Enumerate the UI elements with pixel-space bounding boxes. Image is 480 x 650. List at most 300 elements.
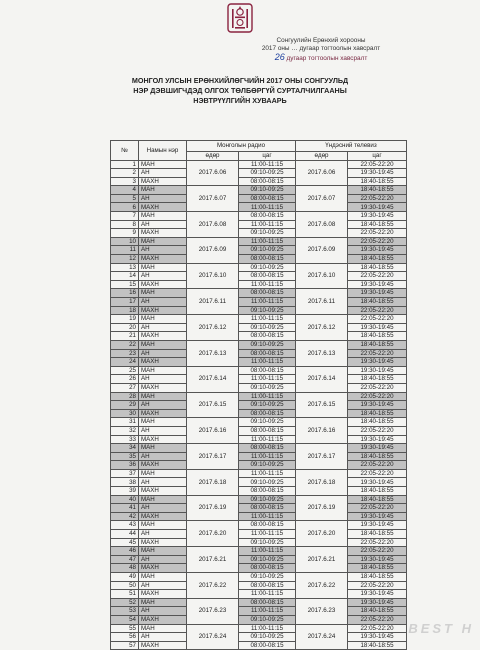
radio-time: 08:00-08:15 xyxy=(239,641,296,650)
radio-date: 2017.6.12 xyxy=(187,315,239,341)
radio-time: 09:10-09:25 xyxy=(239,306,296,315)
table-row xyxy=(111,203,407,212)
party-name: МАН xyxy=(139,469,187,478)
radio-time: 08:00-08:15 xyxy=(239,444,296,453)
party-name: МАН xyxy=(139,573,187,582)
radio-time: 09:10-09:25 xyxy=(239,263,296,272)
party-name: АН xyxy=(139,375,187,384)
tv-time: 22:05-22:20 xyxy=(348,615,407,624)
row-number: 7 xyxy=(111,212,139,221)
tv-time: 22:05-22:20 xyxy=(348,461,407,470)
radio-date: 2017.6.21 xyxy=(187,547,239,573)
table-row xyxy=(111,160,407,169)
tv-time: 18:40-18:55 xyxy=(348,573,407,582)
party-name: МАХН xyxy=(139,229,187,238)
table-row xyxy=(111,263,407,272)
radio-time: 09:10-09:25 xyxy=(239,323,296,332)
party-name: МАХН xyxy=(139,615,187,624)
radio-date: 2017.6.13 xyxy=(187,340,239,366)
party-name: АН xyxy=(139,504,187,513)
row-number: 19 xyxy=(111,315,139,324)
header-radio-time: цаг xyxy=(239,152,296,161)
table-row xyxy=(111,315,407,324)
table-row xyxy=(111,349,407,358)
row-number: 40 xyxy=(111,495,139,504)
radio-time: 08:00-08:15 xyxy=(239,581,296,590)
table-row xyxy=(111,624,407,633)
tv-time: 19:30-19:45 xyxy=(348,444,407,453)
party-name: АН xyxy=(139,581,187,590)
radio-time: 08:00-08:15 xyxy=(239,487,296,496)
row-number: 8 xyxy=(111,220,139,229)
radio-date: 2017.6.15 xyxy=(187,392,239,418)
party-name: АН xyxy=(139,555,187,564)
table-row xyxy=(111,272,407,281)
radio-date: 2017.6.22 xyxy=(187,573,239,599)
party-name: МАН xyxy=(139,315,187,324)
radio-time: 09:10-09:25 xyxy=(239,383,296,392)
broadcast-schedule-table xyxy=(110,140,407,650)
table-row xyxy=(111,177,407,186)
tv-time: 22:05-22:20 xyxy=(348,624,407,633)
header-radio-day: өдөр xyxy=(187,152,239,161)
tv-time: 19:30-19:45 xyxy=(348,169,407,178)
tv-time: 18:40-18:55 xyxy=(348,495,407,504)
row-number: 49 xyxy=(111,573,139,582)
tv-time: 22:05-22:20 xyxy=(348,237,407,246)
table-row xyxy=(111,641,407,650)
radio-time: 11:00-11:15 xyxy=(239,315,296,324)
tv-time: 22:05-22:20 xyxy=(348,392,407,401)
table-row xyxy=(111,186,407,195)
row-number: 23 xyxy=(111,349,139,358)
tv-time: 19:30-19:45 xyxy=(348,246,407,255)
tv-date: 2017.6.08 xyxy=(296,212,348,238)
party-name: АН xyxy=(139,452,187,461)
party-name: МАХН xyxy=(139,641,187,650)
tv-time: 18:40-18:55 xyxy=(348,177,407,186)
tv-time: 22:05-22:20 xyxy=(348,306,407,315)
tv-time: 22:05-22:20 xyxy=(348,315,407,324)
resolution-line-3: 26 дугаар тогтоолын хавсралт xyxy=(274,52,368,62)
party-name: МАН xyxy=(139,521,187,530)
table-row xyxy=(111,246,407,255)
party-name: МАН xyxy=(139,392,187,401)
row-number: 13 xyxy=(111,263,139,272)
table-row xyxy=(111,564,407,573)
title-line-1: МОНГОЛ УЛСЫН ЕРӨНХИЙЛӨГЧИЙН 2017 ОНЫ СОНГУУЛЬД xyxy=(131,76,349,85)
radio-time: 11:00-11:15 xyxy=(239,358,296,367)
tv-time: 18:40-18:55 xyxy=(348,255,407,264)
radio-time: 11:00-11:15 xyxy=(239,607,296,616)
row-number: 42 xyxy=(111,512,139,521)
table-row xyxy=(111,375,407,384)
party-name: МАН xyxy=(139,263,187,272)
tv-date: 2017.6.21 xyxy=(296,547,348,573)
table-row xyxy=(111,478,407,487)
table-row xyxy=(111,323,407,332)
party-name: МАХН xyxy=(139,383,187,392)
row-number: 25 xyxy=(111,366,139,375)
tv-time: 22:05-22:20 xyxy=(348,504,407,513)
tv-date: 2017.6.11 xyxy=(296,289,348,315)
resolution-line-2: 2017 оны … дугаар тогтоолын хавсралт xyxy=(261,45,381,52)
row-number: 2 xyxy=(111,169,139,178)
header-party: Намын нэр xyxy=(139,141,187,161)
radio-time: 09:10-09:25 xyxy=(239,615,296,624)
radio-time: 08:00-08:15 xyxy=(239,521,296,530)
row-number: 29 xyxy=(111,401,139,410)
row-number: 35 xyxy=(111,452,139,461)
header-tv: Үндэсний телевиз xyxy=(296,141,407,152)
table-row xyxy=(111,504,407,513)
party-name: МАН xyxy=(139,547,187,556)
title-line-3: НЭВТРҮҮЛГИЙН ХУВААРЬ xyxy=(193,96,287,105)
row-number: 1 xyxy=(111,160,139,169)
schedule-body xyxy=(111,160,407,650)
row-number: 41 xyxy=(111,504,139,513)
tv-time: 18:40-18:55 xyxy=(348,564,407,573)
radio-time: 08:00-08:15 xyxy=(239,272,296,281)
tv-time: 18:40-18:55 xyxy=(348,487,407,496)
row-number: 36 xyxy=(111,461,139,470)
row-number: 21 xyxy=(111,332,139,341)
tv-time: 18:40-18:55 xyxy=(348,186,407,195)
row-number: 51 xyxy=(111,590,139,599)
radio-time: 09:10-09:25 xyxy=(239,340,296,349)
party-name: АН xyxy=(139,530,187,539)
radio-date: 2017.6.16 xyxy=(187,418,239,444)
party-name: МАХН xyxy=(139,255,187,264)
party-name: МАН xyxy=(139,340,187,349)
radio-time: 08:00-08:15 xyxy=(239,598,296,607)
party-name: МАХН xyxy=(139,409,187,418)
party-name: МАН xyxy=(139,186,187,195)
radio-time: 09:10-09:25 xyxy=(239,401,296,410)
row-number: 37 xyxy=(111,469,139,478)
party-name: МАХН xyxy=(139,358,187,367)
tv-date: 2017.6.20 xyxy=(296,521,348,547)
radio-time: 09:10-09:25 xyxy=(239,186,296,195)
table-row xyxy=(111,581,407,590)
radio-time: 11:00-11:15 xyxy=(239,392,296,401)
tv-time: 22:05-22:20 xyxy=(348,349,407,358)
party-name: АН xyxy=(139,272,187,281)
header-radio: Монголын радио xyxy=(187,141,296,152)
table-row xyxy=(111,366,407,375)
row-number: 5 xyxy=(111,194,139,203)
party-name: МАХН xyxy=(139,203,187,212)
row-number: 39 xyxy=(111,487,139,496)
party-name: АН xyxy=(139,426,187,435)
tv-time: 18:40-18:55 xyxy=(348,332,407,341)
tv-time: 18:40-18:55 xyxy=(348,220,407,229)
party-name: МАН xyxy=(139,418,187,427)
party-name: АН xyxy=(139,349,187,358)
row-number: 6 xyxy=(111,203,139,212)
tv-date: 2017.6.12 xyxy=(296,315,348,341)
table-row xyxy=(111,255,407,264)
table-row xyxy=(111,306,407,315)
radio-time: 08:00-08:15 xyxy=(239,177,296,186)
party-name: АН xyxy=(139,401,187,410)
table-row xyxy=(111,298,407,307)
radio-time: 09:10-09:25 xyxy=(239,633,296,642)
party-name: МАХН xyxy=(139,590,187,599)
tv-date: 2017.6.10 xyxy=(296,263,348,289)
row-number: 14 xyxy=(111,272,139,281)
table-row xyxy=(111,194,407,203)
table-row xyxy=(111,444,407,453)
row-number: 26 xyxy=(111,375,139,384)
tv-time: 18:40-18:55 xyxy=(348,298,407,307)
table-row xyxy=(111,469,407,478)
radio-time: 08:00-08:15 xyxy=(239,426,296,435)
radio-time: 11:00-11:15 xyxy=(239,590,296,599)
radio-time: 09:10-09:25 xyxy=(239,555,296,564)
header-number: № xyxy=(111,141,139,161)
tv-date: 2017.6.23 xyxy=(296,598,348,624)
tv-time: 19:30-19:45 xyxy=(348,289,407,298)
tv-time: 19:30-19:45 xyxy=(348,512,407,521)
tv-date: 2017.6.22 xyxy=(296,573,348,599)
radio-time: 09:10-09:25 xyxy=(239,461,296,470)
table-row xyxy=(111,512,407,521)
row-number: 11 xyxy=(111,246,139,255)
radio-date: 2017.6.24 xyxy=(187,624,239,650)
table-row xyxy=(111,461,407,470)
tv-time: 18:40-18:55 xyxy=(348,641,407,650)
tv-time: 18:40-18:55 xyxy=(348,409,407,418)
state-emblem-icon xyxy=(227,3,253,33)
row-number: 4 xyxy=(111,186,139,195)
header-tv-time: цаг xyxy=(348,152,407,161)
radio-time: 08:00-08:15 xyxy=(239,332,296,341)
party-name: МАН xyxy=(139,289,187,298)
radio-time: 09:10-09:25 xyxy=(239,418,296,427)
radio-date: 2017.6.23 xyxy=(187,598,239,624)
table-row xyxy=(111,237,407,246)
radio-time: 11:00-11:15 xyxy=(239,512,296,521)
radio-date: 2017.6.09 xyxy=(187,237,239,263)
radio-time: 09:10-09:25 xyxy=(239,495,296,504)
document-title xyxy=(90,76,390,106)
radio-date: 2017.6.10 xyxy=(187,263,239,289)
tv-date: 2017.6.18 xyxy=(296,469,348,495)
row-number: 22 xyxy=(111,340,139,349)
radio-time: 09:10-09:25 xyxy=(239,169,296,178)
row-number: 24 xyxy=(111,358,139,367)
radio-time: 11:00-11:15 xyxy=(239,452,296,461)
resolution-number: 26 xyxy=(274,52,285,62)
row-number: 38 xyxy=(111,478,139,487)
table-row xyxy=(111,401,407,410)
tv-time: 19:30-19:45 xyxy=(348,366,407,375)
row-number: 31 xyxy=(111,418,139,427)
party-name: АН xyxy=(139,220,187,229)
table-row xyxy=(111,409,407,418)
table-row xyxy=(111,332,407,341)
row-number: 47 xyxy=(111,555,139,564)
radio-date: 2017.6.17 xyxy=(187,444,239,470)
party-name: АН xyxy=(139,478,187,487)
row-number: 3 xyxy=(111,177,139,186)
table-row xyxy=(111,358,407,367)
party-name: МАХН xyxy=(139,280,187,289)
party-name: МАХН xyxy=(139,332,187,341)
tv-time: 19:30-19:45 xyxy=(348,323,407,332)
tv-time: 22:05-22:20 xyxy=(348,272,407,281)
tv-time: 22:05-22:20 xyxy=(348,581,407,590)
row-number: 48 xyxy=(111,564,139,573)
tv-date: 2017.6.06 xyxy=(296,160,348,186)
tv-time: 18:40-18:55 xyxy=(348,452,407,461)
party-name: МАН xyxy=(139,444,187,453)
tv-time: 22:05-22:20 xyxy=(348,426,407,435)
party-name: АН xyxy=(139,607,187,616)
radio-time: 11:00-11:15 xyxy=(239,624,296,633)
radio-date: 2017.6.11 xyxy=(187,289,239,315)
tv-time: 18:40-18:55 xyxy=(348,340,407,349)
resolution-line-1: Сонгуулийн Ерөнхий хорооны xyxy=(276,37,366,44)
row-number: 50 xyxy=(111,581,139,590)
radio-time: 11:00-11:15 xyxy=(239,375,296,384)
party-name: МАН xyxy=(139,495,187,504)
table-row xyxy=(111,169,407,178)
table-row xyxy=(111,452,407,461)
party-name: МАХН xyxy=(139,538,187,547)
radio-date: 2017.6.20 xyxy=(187,521,239,547)
row-number: 30 xyxy=(111,409,139,418)
table-row xyxy=(111,530,407,539)
tv-time: 22:05-22:20 xyxy=(348,538,407,547)
table-row xyxy=(111,383,407,392)
radio-time: 11:00-11:15 xyxy=(239,298,296,307)
tv-time: 19:30-19:45 xyxy=(348,590,407,599)
tv-time: 18:40-18:55 xyxy=(348,530,407,539)
tv-time: 19:30-19:45 xyxy=(348,478,407,487)
tv-time: 22:05-22:20 xyxy=(348,229,407,238)
party-name: АН xyxy=(139,169,187,178)
table-row xyxy=(111,289,407,298)
row-number: 9 xyxy=(111,229,139,238)
party-name: МАХН xyxy=(139,487,187,496)
row-number: 33 xyxy=(111,435,139,444)
tv-time: 22:05-22:20 xyxy=(348,547,407,556)
radio-date: 2017.6.07 xyxy=(187,186,239,212)
tv-date: 2017.6.15 xyxy=(296,392,348,418)
radio-time: 08:00-08:15 xyxy=(239,212,296,221)
tv-time: 19:30-19:45 xyxy=(348,633,407,642)
row-number: 18 xyxy=(111,306,139,315)
watermark: ВЕSТ Н xyxy=(408,621,474,636)
radio-time: 09:10-09:25 xyxy=(239,478,296,487)
tv-time: 22:05-22:20 xyxy=(348,469,407,478)
tv-time: 19:30-19:45 xyxy=(348,598,407,607)
table-row xyxy=(111,547,407,556)
radio-time: 09:10-09:25 xyxy=(239,229,296,238)
row-number: 53 xyxy=(111,607,139,616)
party-name: МАХН xyxy=(139,461,187,470)
table-row xyxy=(111,521,407,530)
tv-time: 19:30-19:45 xyxy=(348,435,407,444)
table-row xyxy=(111,280,407,289)
row-number: 44 xyxy=(111,530,139,539)
party-name: АН xyxy=(139,246,187,255)
tv-time: 22:05-22:20 xyxy=(348,383,407,392)
radio-date: 2017.6.08 xyxy=(187,212,239,238)
party-name: МАН xyxy=(139,598,187,607)
row-number: 20 xyxy=(111,323,139,332)
tv-date: 2017.6.17 xyxy=(296,444,348,470)
table-row xyxy=(111,212,407,221)
tv-time: 18:40-18:55 xyxy=(348,375,407,384)
row-number: 34 xyxy=(111,444,139,453)
table-row xyxy=(111,392,407,401)
radio-time: 08:00-08:15 xyxy=(239,504,296,513)
party-name: АН xyxy=(139,633,187,642)
table-row xyxy=(111,418,407,427)
radio-time: 11:00-11:15 xyxy=(239,547,296,556)
row-number: 43 xyxy=(111,521,139,530)
party-name: МАН xyxy=(139,366,187,375)
radio-time: 08:00-08:15 xyxy=(239,366,296,375)
radio-time: 11:00-11:15 xyxy=(239,203,296,212)
table-row xyxy=(111,538,407,547)
table-row xyxy=(111,615,407,624)
row-number: 52 xyxy=(111,598,139,607)
table-row xyxy=(111,220,407,229)
tv-time: 18:40-18:55 xyxy=(348,607,407,616)
party-name: МАХН xyxy=(139,512,187,521)
radio-time: 11:00-11:15 xyxy=(239,220,296,229)
radio-time: 08:00-08:15 xyxy=(239,564,296,573)
radio-time: 08:00-08:15 xyxy=(239,255,296,264)
resolution-note xyxy=(236,37,406,63)
party-name: МАХН xyxy=(139,435,187,444)
table-row xyxy=(111,607,407,616)
row-number: 55 xyxy=(111,624,139,633)
tv-date: 2017.6.07 xyxy=(296,186,348,212)
radio-time: 11:00-11:15 xyxy=(239,469,296,478)
table-row xyxy=(111,598,407,607)
table-row xyxy=(111,487,407,496)
table-row xyxy=(111,426,407,435)
row-number: 57 xyxy=(111,641,139,650)
party-name: МАХН xyxy=(139,306,187,315)
tv-time: 18:40-18:55 xyxy=(348,418,407,427)
row-number: 10 xyxy=(111,237,139,246)
row-number: 27 xyxy=(111,383,139,392)
radio-date: 2017.6.14 xyxy=(187,366,239,392)
party-name: АН xyxy=(139,194,187,203)
party-name: МАХН xyxy=(139,177,187,186)
row-number: 28 xyxy=(111,392,139,401)
radio-time: 08:00-08:15 xyxy=(239,409,296,418)
tv-time: 22:05-22:20 xyxy=(348,194,407,203)
tv-date: 2017.6.16 xyxy=(296,418,348,444)
tv-time: 19:30-19:45 xyxy=(348,401,407,410)
tv-date: 2017.6.14 xyxy=(296,366,348,392)
radio-time: 09:10-09:25 xyxy=(239,538,296,547)
row-number: 17 xyxy=(111,298,139,307)
tv-date: 2017.6.19 xyxy=(296,495,348,521)
tv-date: 2017.6.13 xyxy=(296,340,348,366)
row-number: 15 xyxy=(111,280,139,289)
row-number: 54 xyxy=(111,615,139,624)
header-tv-day: өдөр xyxy=(296,152,348,161)
radio-date: 2017.6.18 xyxy=(187,469,239,495)
